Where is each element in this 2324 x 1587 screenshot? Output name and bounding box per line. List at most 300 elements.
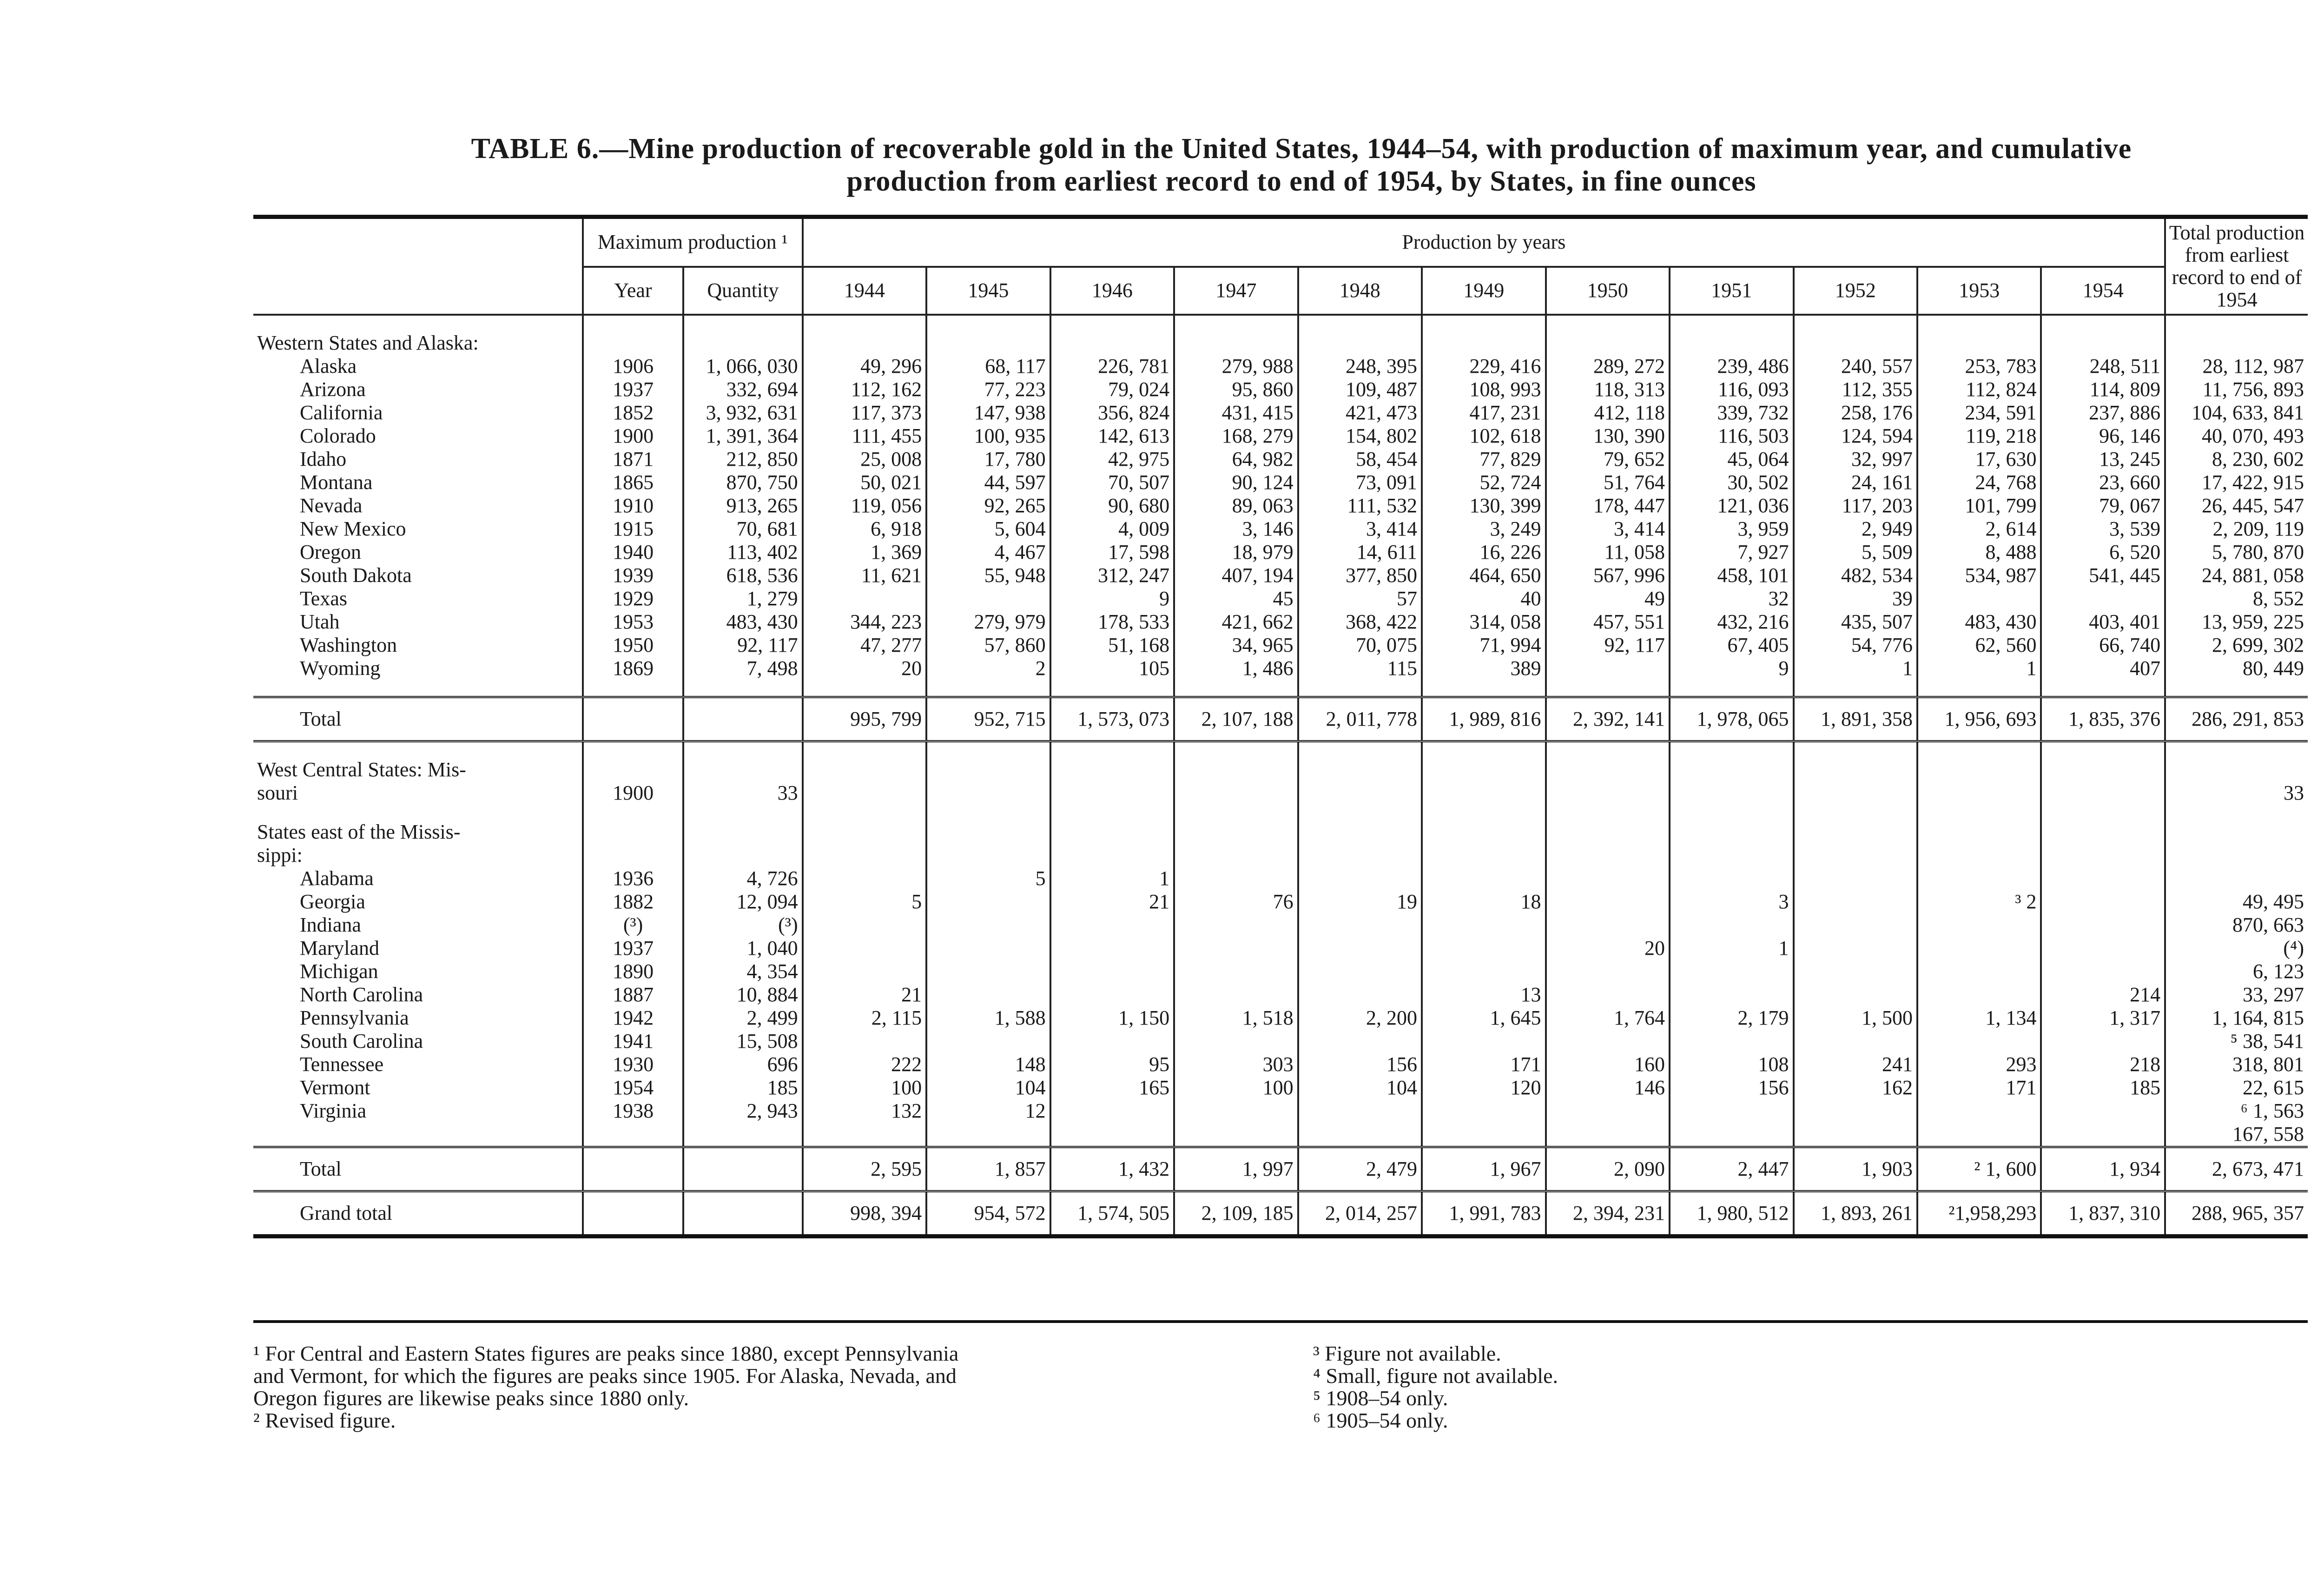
empty-cell: [1670, 1123, 1793, 1147]
production-value: [1546, 890, 1670, 913]
empty-cell: [2165, 741, 2308, 759]
production-value: 116, 503: [1670, 424, 1793, 448]
production-value: 214: [2041, 983, 2165, 1006]
max-year: 1890: [583, 960, 683, 983]
production-value: 130, 390: [1546, 424, 1670, 448]
empty-cell: [1422, 844, 1545, 867]
max-year: (³): [583, 913, 683, 937]
empty-cell: [2041, 1123, 2165, 1147]
production-value: 55, 948: [926, 564, 1050, 587]
production-value: [1422, 960, 1545, 983]
state-name: Texas: [300, 587, 347, 610]
empty-cell: [583, 805, 683, 820]
production-value: [1546, 867, 1670, 890]
max-year: 1954: [583, 1076, 683, 1099]
empty-cell: [1050, 844, 1174, 867]
empty-cell: [1794, 1123, 1917, 1147]
production-value: 279, 988: [1174, 355, 1298, 378]
production-value: 239, 486: [1670, 355, 1793, 378]
production-value: 112, 824: [1917, 378, 2041, 401]
max-quantity: 7, 498: [683, 657, 802, 680]
production-value: [1050, 1030, 1174, 1053]
production-value: 421, 662: [1174, 610, 1298, 634]
total-value: 1, 989, 816: [1422, 697, 1545, 741]
cumulative-total: 13, 959, 225: [2165, 610, 2308, 634]
total-value: 995, 799: [803, 697, 926, 741]
production-value: 32: [1670, 587, 1793, 610]
production-value: 13, 245: [2041, 448, 2165, 471]
production-value: 54, 776: [1794, 634, 1917, 657]
production-value: [1917, 587, 2041, 610]
production-value: 9: [1670, 657, 1793, 680]
production-value: [1670, 867, 1793, 890]
max-year: 1953: [583, 610, 683, 634]
empty-cell: [2041, 781, 2165, 805]
production-value: [803, 587, 926, 610]
max-quantity: 212, 850: [683, 448, 802, 471]
empty-cell: [1298, 844, 1422, 867]
state-row: [253, 983, 2308, 1006]
production-value: [1546, 657, 1670, 680]
empty-cell: [803, 315, 926, 331]
empty-cell: [1050, 741, 1174, 759]
production-value: 229, 416: [1422, 355, 1545, 378]
cumulative-total: 17, 422, 915: [2165, 471, 2308, 494]
state-name: Utah: [300, 610, 340, 633]
production-value: 432, 216: [1670, 610, 1793, 634]
production-value: [1794, 890, 1917, 913]
footnote-line: ⁵ 1908–54 only.: [1313, 1386, 1448, 1410]
production-value: 17, 780: [926, 448, 1050, 471]
production-value: [1298, 960, 1422, 983]
production-value: 57: [1298, 587, 1422, 610]
production-value: 1, 486: [1174, 657, 1298, 680]
total-value: 1, 835, 376: [2041, 697, 2165, 741]
production-value: 100: [1174, 1076, 1298, 1099]
production-value: 104: [1298, 1076, 1422, 1099]
production-value: [1794, 983, 1917, 1006]
production-value: 77, 829: [1422, 448, 1545, 471]
production-value: 66, 740: [2041, 634, 2165, 657]
empty-cell: [1546, 741, 1670, 759]
year-col-header: 1944: [803, 267, 926, 315]
empty-cell: [1546, 781, 1670, 805]
production-value: [1546, 913, 1670, 937]
year-col-header: 1950: [1546, 267, 1670, 315]
production-value: [1917, 913, 2041, 937]
production-value: [1298, 1099, 1422, 1123]
empty-cell: [2041, 331, 2165, 355]
production-value: [1050, 1099, 1174, 1123]
production-value: 160: [1546, 1053, 1670, 1076]
missouri-row: [253, 781, 2308, 805]
max-year: 1869: [583, 657, 683, 680]
max-quantity: 113, 402: [683, 541, 802, 564]
state-name: Colorado: [300, 424, 376, 447]
production-value: 147, 938: [926, 401, 1050, 424]
production-value: 112, 162: [803, 378, 926, 401]
empty-cell: [683, 680, 802, 697]
production-value: [1794, 960, 1917, 983]
empty-cell: [1917, 844, 2041, 867]
empty-cell: [1794, 680, 1917, 697]
empty-cell: [1050, 758, 1174, 781]
empty-cell: [2165, 844, 2308, 867]
production-value: 248, 395: [1298, 355, 1422, 378]
cumulative-total: 28, 112, 987: [2165, 355, 2308, 378]
empty-cell: [2165, 331, 2308, 355]
production-value: [2041, 890, 2165, 913]
gold-production-table: [253, 215, 2308, 1238]
production-value: 435, 507: [1794, 610, 1917, 634]
empty-cell: [1917, 315, 2041, 331]
production-value: 11, 621: [803, 564, 926, 587]
production-value: [1422, 1099, 1545, 1123]
total-value: 1, 934: [2041, 1147, 2165, 1191]
production-value: [1050, 937, 1174, 960]
empty-cell: [583, 844, 683, 867]
production-value: 1, 500: [1794, 1006, 1917, 1030]
total-value: 2, 011, 778: [1298, 697, 1422, 741]
production-value: 421, 473: [1298, 401, 1422, 424]
empty-cell: [2165, 315, 2308, 331]
production-value: 96, 146: [2041, 424, 2165, 448]
production-value: 303: [1174, 1053, 1298, 1076]
cumulative-total: 8, 552: [2165, 587, 2308, 610]
production-value: 356, 824: [1050, 401, 1174, 424]
production-value: 115: [1298, 657, 1422, 680]
cumulative-total: 2, 699, 302: [2165, 634, 2308, 657]
production-value: [2041, 1030, 2165, 1053]
production-value: 24, 161: [1794, 471, 1917, 494]
max-quantity: 618, 536: [683, 564, 802, 587]
year-col-header: 1951: [1670, 267, 1793, 315]
production-value: [926, 587, 1050, 610]
production-value: 234, 591: [1917, 401, 2041, 424]
empty-cell: [1174, 741, 1298, 759]
empty-cell: [1050, 331, 1174, 355]
section-heading-row: [253, 820, 2308, 844]
production-value: 13: [1422, 983, 1545, 1006]
production-value: 92, 117: [1546, 634, 1670, 657]
production-value: 1: [1917, 657, 2041, 680]
total-value: 2, 090: [1546, 1147, 1670, 1191]
eastern-total-row: [253, 1147, 2308, 1191]
production-value: 154, 802: [1298, 424, 1422, 448]
empty-cell: [803, 781, 926, 805]
empty-cell: [1546, 680, 1670, 697]
empty-cell: [2041, 315, 2165, 331]
state-row: [253, 890, 2308, 913]
empty-cell: [2165, 758, 2308, 781]
max-year: 1938: [583, 1099, 683, 1123]
production-value: 49: [1546, 587, 1670, 610]
total-label: Total: [253, 697, 583, 741]
production-value: [1298, 983, 1422, 1006]
production-value: 279, 979: [926, 610, 1050, 634]
production-value: 40: [1422, 587, 1545, 610]
production-value: 132: [803, 1099, 926, 1123]
state-name: Montana: [300, 471, 373, 494]
state-row: [253, 378, 2308, 401]
production-value: [1174, 913, 1298, 937]
total-value: 1, 997: [1174, 1147, 1298, 1191]
production-value: [1917, 937, 2041, 960]
empty-cell: [1917, 1123, 2041, 1147]
empty-cell: [1917, 741, 2041, 759]
production-value: ³ 2: [1917, 890, 2041, 913]
production-value: 312, 247: [1050, 564, 1174, 587]
max-year: 1906: [583, 355, 683, 378]
max-year: 1937: [583, 937, 683, 960]
max-year: 1852: [583, 401, 683, 424]
year-col-header: 1946: [1050, 267, 1174, 315]
production-value: 7, 927: [1670, 541, 1793, 564]
max-quantity: 483, 430: [683, 610, 802, 634]
state-row: [253, 471, 2308, 494]
state-row: [253, 1030, 2308, 1053]
production-value: 4, 009: [1050, 517, 1174, 541]
production-value: 118, 313: [1546, 378, 1670, 401]
max-quantity: 1, 279: [683, 587, 802, 610]
production-value: [803, 937, 926, 960]
state-row: [253, 355, 2308, 378]
state-name: Alabama: [300, 867, 374, 890]
production-value: 108: [1670, 1053, 1793, 1076]
empty-cell: [1422, 741, 1545, 759]
production-value: 104: [926, 1076, 1050, 1099]
production-value: 90, 680: [1050, 494, 1174, 517]
production-value: [926, 890, 1050, 913]
total-value: 1, 956, 693: [1917, 697, 2041, 741]
production-value: 5: [926, 867, 1050, 890]
production-value: 1, 369: [803, 541, 926, 564]
production-value: 3, 959: [1670, 517, 1793, 541]
production-value: 1, 645: [1422, 1006, 1545, 1030]
empty-cell: [1917, 331, 2041, 355]
state-name: Idaho: [300, 448, 347, 470]
empty-cell: [2041, 758, 2165, 781]
header-row-1: [253, 217, 2308, 267]
production-value: 567, 996: [1546, 564, 1670, 587]
grand-total-row: [253, 1191, 2308, 1237]
quantity-header: Quantity: [683, 267, 802, 315]
production-value: 112, 355: [1794, 378, 1917, 401]
production-value: 1: [1050, 867, 1174, 890]
cumulative-total: 11, 756, 893: [2165, 378, 2308, 401]
empty-cell: [1174, 680, 1298, 697]
state-name: South Dakota: [300, 564, 412, 587]
total-value: 1, 573, 073: [1050, 697, 1174, 741]
empty-cell: [1670, 680, 1793, 697]
production-value: 3: [1670, 890, 1793, 913]
empty-cell: [926, 1123, 1050, 1147]
empty-cell: [1546, 820, 1670, 844]
state-row: [253, 657, 2308, 680]
empty-cell: [1917, 781, 2041, 805]
year-col-header: 1945: [926, 267, 1050, 315]
production-value: 95, 860: [1174, 378, 1298, 401]
production-value: 39: [1794, 587, 1917, 610]
production-value: 339, 732: [1670, 401, 1793, 424]
empty-cell: [803, 741, 926, 759]
production-value: 377, 850: [1298, 564, 1422, 587]
max-quantity: 33: [683, 781, 802, 805]
total-value: ²1,958,293: [1917, 1191, 2041, 1237]
empty-cell: [1546, 844, 1670, 867]
max-year: 1937: [583, 378, 683, 401]
empty-cell: [2041, 805, 2165, 820]
max-year: 1900: [583, 781, 683, 805]
production-value: 90, 124: [1174, 471, 1298, 494]
production-value: [1670, 1099, 1793, 1123]
footnote-line: and Vermont, for which the figures are peaks since 1905. For Alaska, Nevada, and: [253, 1364, 957, 1388]
empty-cell: [583, 315, 683, 331]
empty-cell: [1670, 741, 1793, 759]
production-value: 8, 488: [1917, 541, 2041, 564]
empty-cell: [1422, 315, 1545, 331]
state-name: Virginia: [300, 1099, 367, 1122]
production-value: 30, 502: [1670, 471, 1793, 494]
total-value: 952, 715: [926, 697, 1050, 741]
year-col-header: 1949: [1422, 267, 1545, 315]
state-row: [253, 564, 2308, 587]
max-year: 1910: [583, 494, 683, 517]
production-value: 32, 997: [1794, 448, 1917, 471]
production-value: 12: [926, 1099, 1050, 1123]
production-value: 100, 935: [926, 424, 1050, 448]
table-title: [251, 132, 2324, 198]
production-value: 156: [1298, 1053, 1422, 1076]
production-value: 2: [926, 657, 1050, 680]
production-value: 2, 614: [1917, 517, 2041, 541]
max-quantity: 3, 932, 631: [683, 401, 802, 424]
production-value: [1670, 983, 1793, 1006]
empty-cell: [1174, 331, 1298, 355]
total-value: 2, 014, 257: [1298, 1191, 1422, 1237]
max-year: 1915: [583, 517, 683, 541]
state-row: [253, 1006, 2308, 1030]
total-value: 1, 893, 261: [1794, 1191, 1917, 1237]
production-value: [1794, 937, 1917, 960]
production-value: [1174, 867, 1298, 890]
max-quantity: 15, 508: [683, 1030, 802, 1053]
production-value: 102, 618: [1422, 424, 1545, 448]
empty-cell: [2041, 680, 2165, 697]
production-value: [803, 1030, 926, 1053]
empty-cell: [1670, 844, 1793, 867]
empty-cell: [803, 758, 926, 781]
state-name: Maryland: [300, 937, 380, 959]
production-value: [1546, 960, 1670, 983]
production-value: [2041, 913, 2165, 937]
production-value: 1, 317: [2041, 1006, 2165, 1030]
empty-cell: [1917, 680, 2041, 697]
production-value: 21: [803, 983, 926, 1006]
empty-cell: [1050, 315, 1174, 331]
production-value: 314, 058: [1422, 610, 1545, 634]
cumulative-total: ⁵ 38, 541: [2165, 1030, 2308, 1053]
empty-cell: [803, 805, 926, 820]
max-year: 1940: [583, 541, 683, 564]
production-value: 23, 660: [2041, 471, 2165, 494]
production-value: 168, 279: [1174, 424, 1298, 448]
production-value: [1917, 867, 2041, 890]
production-value: [2041, 960, 2165, 983]
production-value: 482, 534: [1794, 564, 1917, 587]
max-year: 1887: [583, 983, 683, 1006]
footnote-line: ¹ For Central and Eastern States figures are peaks since 1880, except Pennsylvania: [253, 1342, 959, 1365]
empty-cell: [926, 781, 1050, 805]
production-value: 293: [1917, 1053, 2041, 1076]
production-value: 17, 598: [1050, 541, 1174, 564]
total-value: 1, 857: [926, 1147, 1050, 1191]
empty-cell: [926, 315, 1050, 331]
production-value: 18: [1422, 890, 1545, 913]
production-value: 3, 414: [1546, 517, 1670, 541]
production-value: 64, 982: [1174, 448, 1298, 471]
production-value: 3, 146: [1174, 517, 1298, 541]
stub-header: [253, 217, 583, 315]
empty-cell: [1794, 331, 1917, 355]
production-value: 6, 520: [2041, 541, 2165, 564]
empty-cell: [1794, 820, 1917, 844]
footnote-line: ² Revised figure.: [253, 1408, 396, 1432]
production-value: 42, 975: [1050, 448, 1174, 471]
empty-cell: [2041, 820, 2165, 844]
year-col-header: 1953: [1917, 267, 2041, 315]
empty-cell: [1174, 844, 1298, 867]
empty-cell: [803, 680, 926, 697]
production-value: 142, 613: [1050, 424, 1174, 448]
max-year: 1882: [583, 890, 683, 913]
total-value: 1, 967: [1422, 1147, 1545, 1191]
total-value: 954, 572: [926, 1191, 1050, 1237]
empty-cell: [1050, 1123, 1174, 1147]
production-value: 407, 194: [1174, 564, 1298, 587]
production-value: [1670, 960, 1793, 983]
production-value: 47, 277: [803, 634, 926, 657]
empty-cell: [926, 844, 1050, 867]
max-quantity: 696: [683, 1053, 802, 1076]
state-row: [253, 448, 2308, 471]
max-year: 1936: [583, 867, 683, 890]
empty-cell: [683, 331, 802, 355]
state-row: [253, 1053, 2308, 1076]
production-value: 1, 134: [1917, 1006, 2041, 1030]
empty-cell: [2165, 680, 2308, 697]
empty-cell: [253, 1123, 583, 1147]
empty-cell: [583, 680, 683, 697]
state-name: Arizona: [300, 378, 366, 401]
empty-cell: [803, 844, 926, 867]
total-value: 1, 574, 505: [1050, 1191, 1174, 1237]
production-value: 119, 218: [1917, 424, 2041, 448]
production-value: [1050, 913, 1174, 937]
production-value: 95: [1050, 1053, 1174, 1076]
production-value: 171: [1917, 1076, 2041, 1099]
production-value: [1298, 867, 1422, 890]
state-name: Georgia: [300, 890, 365, 913]
footnote-line: ⁴ Small, figure not available.: [1313, 1364, 1558, 1388]
production-value: 70, 075: [1298, 634, 1422, 657]
production-value: 6, 918: [803, 517, 926, 541]
empty-cell: [683, 1191, 802, 1237]
empty-cell: [926, 805, 1050, 820]
table-body: [253, 315, 2308, 1237]
production-value: [1917, 1030, 2041, 1053]
production-value: 1, 518: [1174, 1006, 1298, 1030]
